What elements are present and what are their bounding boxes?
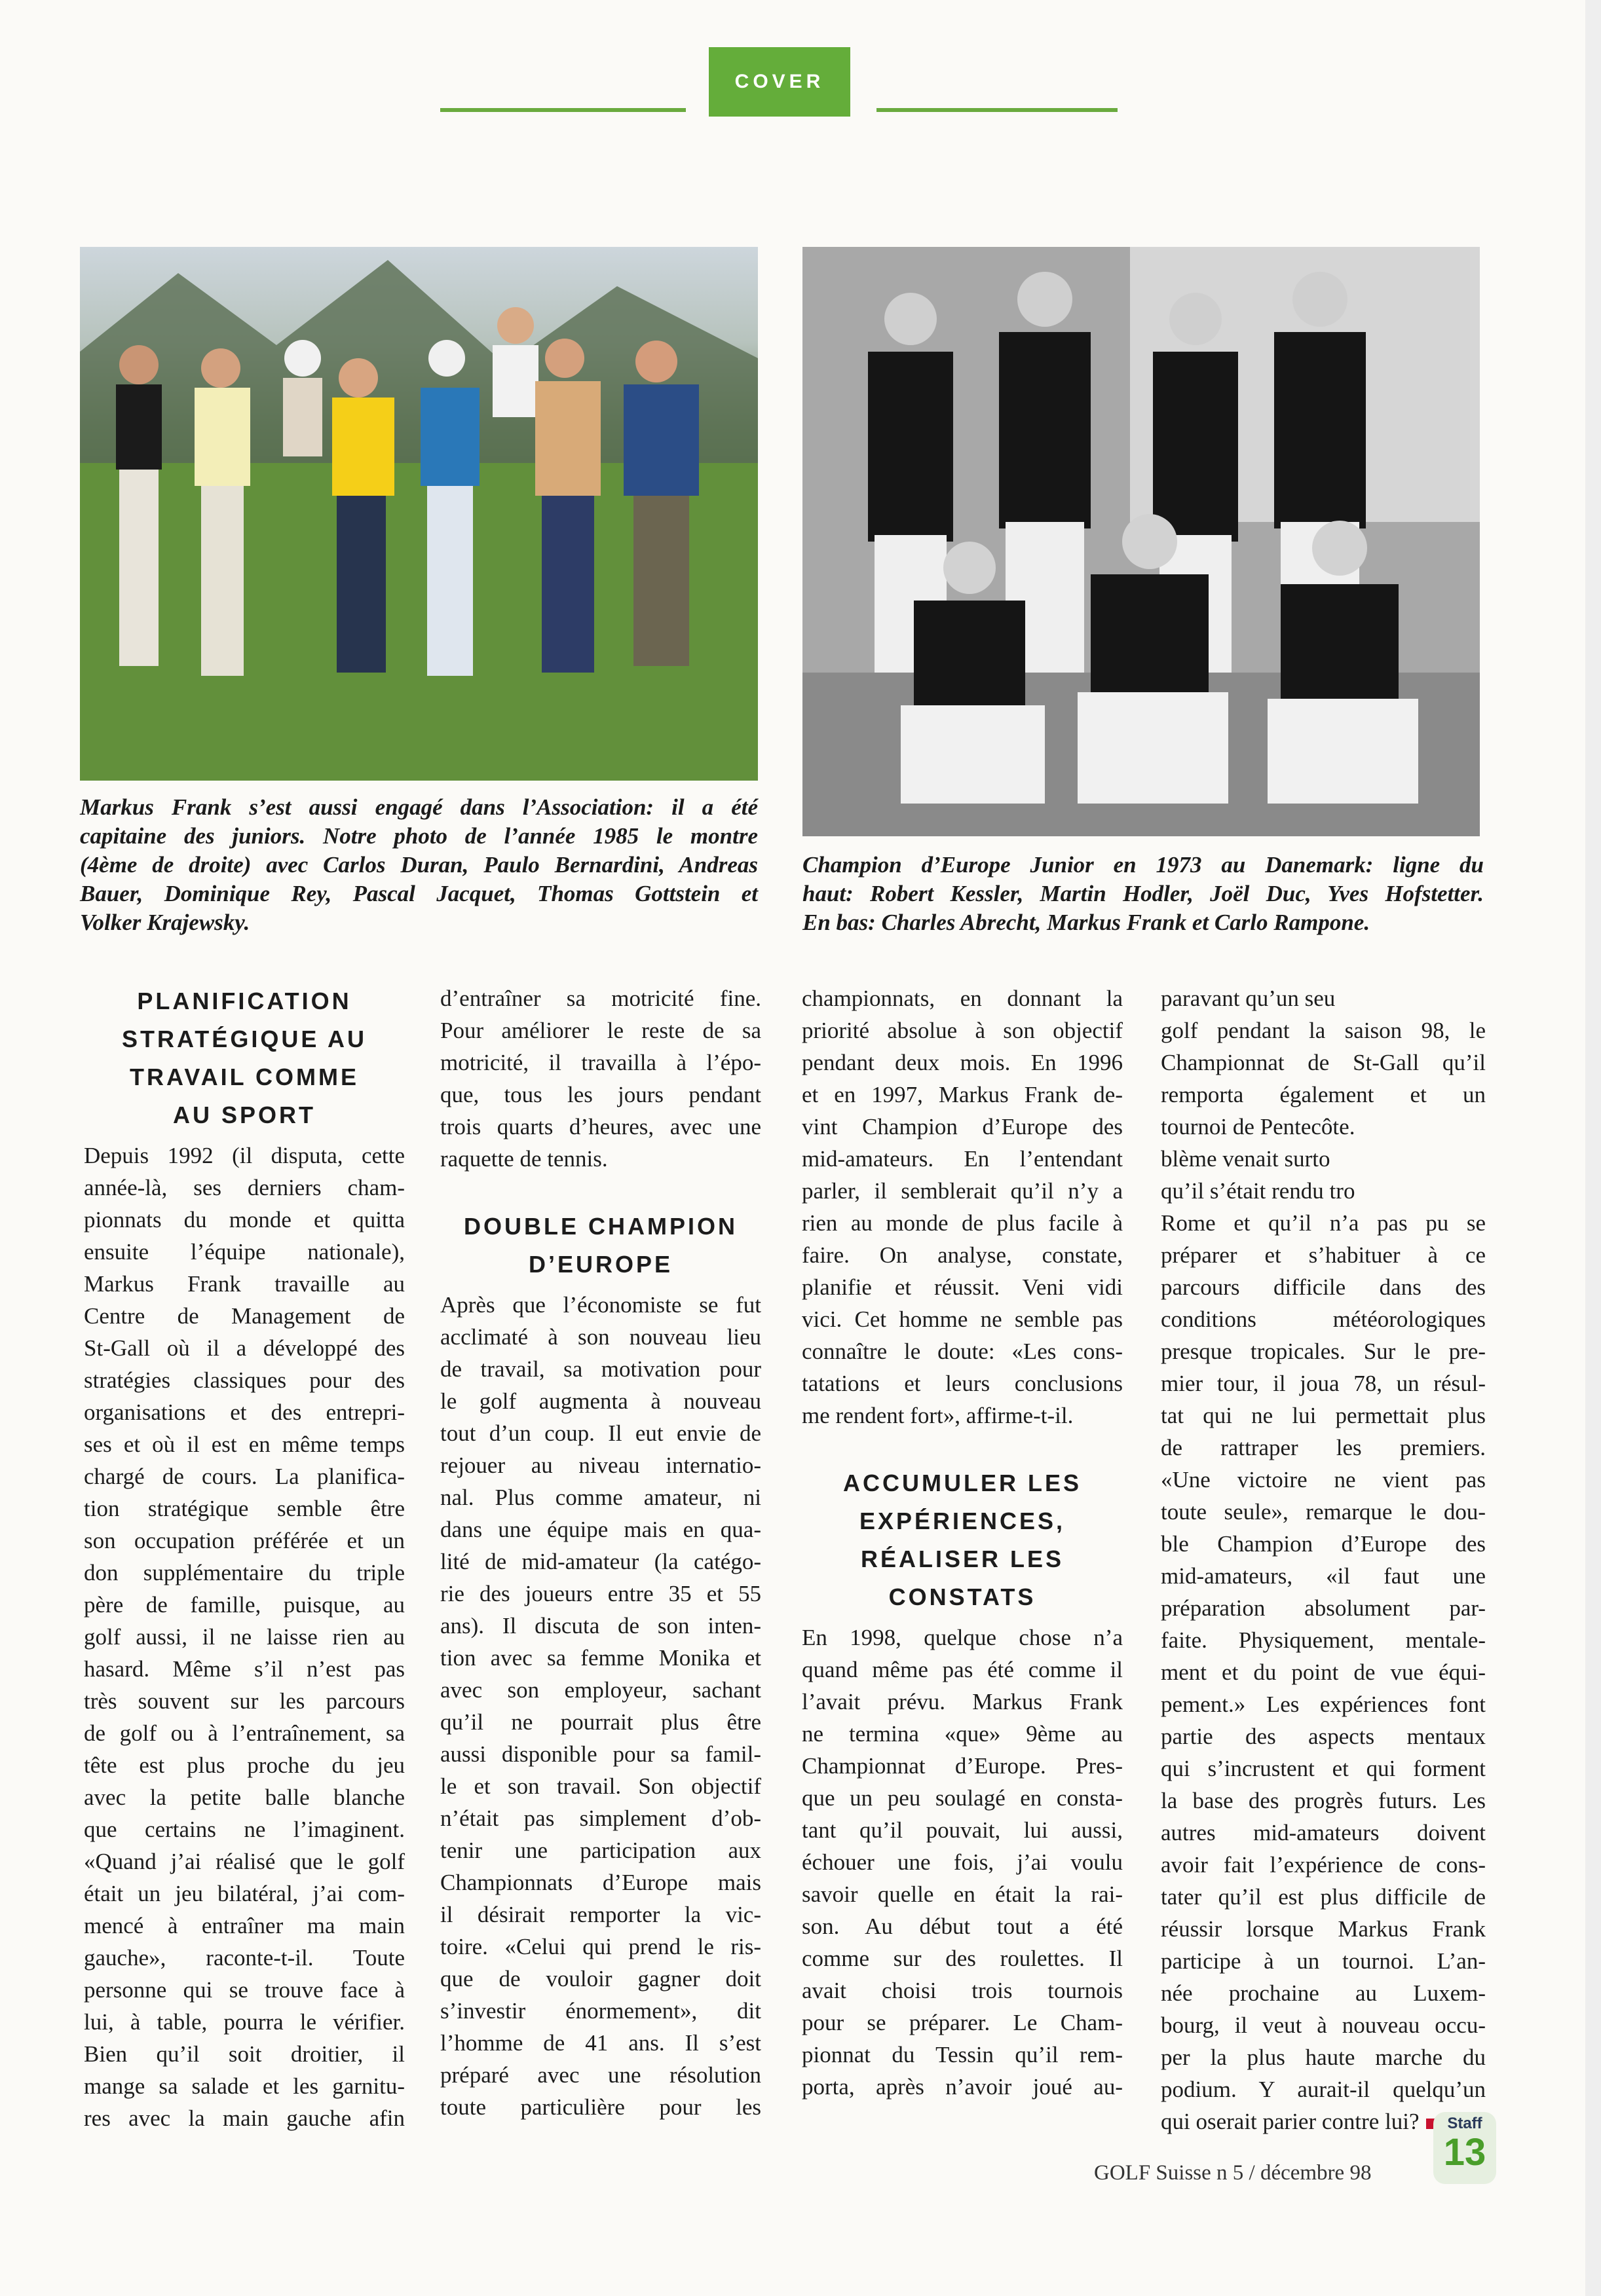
text-line: conditions météorologiques	[1161, 1306, 1486, 1332]
text-line: faire. On analyse, constate,	[802, 1242, 1123, 1268]
text-line: tion stratégique semble être	[84, 1496, 405, 1521]
text-line: Centre de Management de	[84, 1303, 405, 1329]
text-line: «Une victoire ne vient pas	[1161, 1467, 1486, 1492]
staff-logo: Staff	[1447, 2115, 1482, 2132]
paragraph	[440, 982, 761, 1175]
text-line: vici. Cet homme ne semble pas	[802, 1306, 1123, 1332]
text-line: son occupation préférée et un	[84, 1528, 405, 1553]
section-label: COVER	[709, 47, 850, 117]
text-line: l’avait prévu. Markus Frank	[802, 1689, 1123, 1714]
paragraph	[802, 1621, 1123, 2103]
caption-line: Markus Frank s’est aussi engagé dans l’Association: il a été	[80, 794, 758, 820]
text-line: toire. «Celui qui prend le ris-	[440, 1934, 761, 1959]
heading-line: EXPÉRIENCES,	[859, 1508, 1066, 1534]
text-line: parcours difficile dans des	[1161, 1274, 1486, 1300]
text-line: qu’il s’était rendu tro	[1161, 1178, 1355, 1204]
text-line: mid-amateurs, «il faut une	[1161, 1563, 1486, 1589]
text-line: avoir fait l’expérience de cons-	[1161, 1852, 1486, 1878]
text-line: qu’il ne pourrait plus être	[440, 1709, 761, 1735]
heading-line: RÉALISER LES	[860, 1546, 1064, 1572]
text-line: son. Au début tout a été	[802, 1914, 1123, 1939]
text-line: Championnats d’Europe mais	[440, 1870, 761, 1895]
text-line: priorité absolue à son objectif	[802, 1018, 1123, 1043]
text-line: chargé de cours. La planifica-	[84, 1464, 405, 1489]
heading-line: CONSTATS	[888, 1583, 1036, 1610]
text-line: per la plus haute marche du	[1161, 2045, 1486, 2070]
text-line: le golf augmenta à nouveau	[440, 1388, 761, 1414]
text-line: et en 1997, Markus Frank de-	[802, 1082, 1123, 1107]
text-line: Championnat d’Europe. Pres-	[802, 1753, 1123, 1779]
text-line: Pour améliorer le reste de sa	[440, 1018, 761, 1043]
text-line: paravant qu’un seu	[1161, 986, 1336, 1011]
article-column-4	[1161, 982, 1486, 2138]
caption-line: Bauer, Dominique Rey, Pascal Jacquet, Thomas Gottstein et	[80, 881, 758, 906]
text-line: savoir quelle en était la rai-	[802, 1881, 1123, 1907]
text-line: rien au monde de plus facile à	[802, 1210, 1123, 1236]
text-line: qui s’incrustent et qui forment	[1161, 1756, 1486, 1781]
photo-1985-figures	[80, 247, 758, 781]
text-line: préparé avec une résolution	[440, 2062, 761, 2088]
text-line: ble Champion d’Europe des	[1161, 1531, 1486, 1557]
text-line: préparation absolument par-	[1161, 1595, 1486, 1621]
text-line: raquette de tennis.	[440, 1146, 608, 1172]
text-line: avec son employeur, sachant	[440, 1677, 761, 1703]
text-line: rejouer au niveau internatio-	[440, 1453, 761, 1478]
text-line: vint Champion d’Europe des	[802, 1114, 1123, 1139]
text-line: pendant deux mois. En 1996	[802, 1050, 1123, 1075]
text-line: de rattraper les premiers.	[1161, 1435, 1486, 1460]
caption-line: Volker Krajewsky.	[80, 910, 250, 935]
paragraph	[84, 1139, 405, 2134]
text-line: lui, à table, pourra le vérifier.	[84, 2009, 405, 2035]
text-line: d’entraîner sa motricité fine.	[440, 986, 761, 1011]
text-line: Championnat de St-Gall qu’il	[1161, 1050, 1486, 1075]
article-column-2	[440, 982, 761, 2123]
text-line: préparer et s’habituer à ce	[1161, 1242, 1486, 1268]
text-line: réussir lorsque Markus Frank	[1161, 1916, 1486, 1942]
team-photo-1985	[80, 247, 758, 781]
text-line: tournoi de Pentecôte.	[1161, 1114, 1355, 1139]
text-line: pionnats du monde et quitta	[84, 1207, 405, 1232]
text-line: participe à un tournoi. L’an-	[1161, 1948, 1486, 1974]
text-line: podium. Y aurait-il quelqu’un	[1161, 2077, 1486, 2102]
text-line: échouer une fois, j’ai voulu	[802, 1849, 1123, 1875]
text-line: ensuite l’équipe nationale),	[84, 1239, 405, 1265]
text-line: était un jeu bilatéral, j’ai com-	[84, 1881, 405, 1906]
text-line: avait choisi trois tournois	[802, 1978, 1123, 2003]
text-line: planifie et réussit. Veni vidi	[802, 1274, 1123, 1300]
paragraph	[802, 982, 1123, 1432]
text-line: me rendent fort», affirme-t-il.	[802, 1403, 1074, 1428]
text-line: Depuis 1992 (il disputa, cette	[84, 1143, 405, 1168]
header-rule-right	[876, 108, 1118, 112]
team-photo-1973	[802, 247, 1480, 836]
page-number-badge	[1433, 2112, 1496, 2184]
heading-line: DOUBLE CHAMPION	[464, 1213, 738, 1240]
text-line: parler, il semblerait qu’il n’y a	[802, 1178, 1123, 1204]
text-line: tatations et leurs conclusions	[802, 1371, 1123, 1396]
text-line: res avec la main gauche afin	[84, 2105, 405, 2131]
text-line: comme sur des roulettes. Il	[802, 1946, 1123, 1971]
caption-line: capitaine des juniors. Notre photo de l’année 1985 le montre	[80, 823, 758, 849]
text-line: En 1998, quelque chose n’a	[802, 1625, 1123, 1650]
caption-line: Champion d’Europe Junior en 1973 au Danemark: ligne du	[802, 852, 1484, 878]
article-column-1	[84, 982, 405, 2134]
section-heading	[84, 982, 405, 1134]
text-line: tater qu’il est plus difficile de	[1161, 1884, 1486, 1910]
text-line: Rome et qu’il n’a pas pu se	[1161, 1210, 1486, 1236]
text-line: rie des joueurs entre 35 et 55	[440, 1581, 761, 1606]
text-line: la base des progrès futurs. Les	[1161, 1788, 1486, 1813]
text-line: «Quand j’ai réalisé que le golf	[84, 1849, 405, 1874]
text-line: bourg, il veut à nouveau occu-	[1161, 2012, 1486, 2038]
text-line: ans). Il discuta de son inten-	[440, 1613, 761, 1639]
text-line: tion avec sa femme Monika et	[440, 1645, 761, 1671]
text-line: St-Gall où il a développé des	[84, 1335, 405, 1361]
heading-line: D’EUROPE	[528, 1251, 673, 1278]
text-line: autres mid-amateurs doivent	[1161, 1820, 1486, 1845]
text-line: tenir une participation aux	[440, 1838, 761, 1863]
text-line: Bien qu’il soit droitier, il	[84, 2041, 405, 2067]
text-line: organisations et des entrepri-	[84, 1399, 405, 1425]
article-column-3	[802, 982, 1123, 2103]
text-line: remporta également et un	[1161, 1082, 1486, 1107]
text-line: née prochaine au Luxem-	[1161, 1980, 1486, 2006]
text-line: mid-amateurs. En l’entendant	[802, 1146, 1123, 1172]
text-line: motricité, il travailla à l’épo-	[440, 1050, 761, 1075]
text-line: tant qu’il pouvait, lui aussi,	[802, 1817, 1123, 1843]
text-line: mange sa salade et les garnitu-	[84, 2073, 405, 2099]
text-line: golf pendant la saison 98, le	[1161, 1018, 1486, 1043]
text-line: avec la petite balle blanche	[84, 1785, 405, 1810]
text-line: mier tour, il joua 78, un résul-	[1161, 1371, 1486, 1396]
heading-line: PLANIFICATION	[137, 988, 352, 1014]
text-line: championnats, en donnant la	[802, 986, 1123, 1011]
last-line-text: qui oserait parier contre lui?	[1161, 2109, 1420, 2134]
section-heading	[802, 1464, 1123, 1616]
caption-line: En bas: Charles Abrecht, Markus Frank et Carlo Rampone.	[802, 910, 1370, 935]
text-line: connaître le doute: «Les cons-	[802, 1339, 1123, 1364]
text-line: mencé à entraîner ma main	[84, 1913, 405, 1938]
text-line: trois quarts d’heures, avec une	[440, 1114, 761, 1139]
text-line: le et son travail. Son objectif	[440, 1773, 761, 1799]
text-line: quand même pas été comme il	[802, 1657, 1123, 1682]
text-line: golf aussi, il ne laisse rien au	[84, 1624, 405, 1650]
text-line: que certains ne l’imaginent.	[84, 1817, 405, 1842]
text-line: gauche», raconte-t-il. Toute	[84, 1945, 405, 1971]
text-line: presque tropicales. Sur le pre-	[1161, 1339, 1486, 1364]
text-line: toute seule», remarque le dou-	[1161, 1499, 1486, 1525]
text-line: tête est plus proche du jeu	[84, 1752, 405, 1778]
magazine-footer: GOLF Suisse n 5 / décembre 98	[1094, 2161, 1372, 2185]
text-line: partie des aspects mentaux	[1161, 1724, 1486, 1749]
text-line: s’investir énormement», dit	[440, 1998, 761, 2024]
text-line: l’homme de 41 ans. Il s’est	[440, 2030, 761, 2056]
heading-line: AU SPORT	[172, 1102, 316, 1128]
section-heading	[440, 1208, 761, 1284]
photo-1973-figures	[802, 247, 1480, 836]
text-line: faite. Physiquement, mentale-	[1161, 1627, 1486, 1653]
text-line: tout d’un coup. Il eut envie de	[440, 1420, 761, 1446]
text-line: il désirait remporter la vic-	[440, 1902, 761, 1927]
page-number: 13	[1443, 2131, 1486, 2174]
text-line: tat qui ne lui permettait plus	[1161, 1403, 1486, 1428]
text-line: toute particulière pour les	[440, 2094, 761, 2120]
caption-line: (4ème de droite) avec Carlos Duran, Paulo Bernardini, Andreas	[80, 852, 758, 878]
heading-line: STRATÉGIQUE AU	[121, 1026, 367, 1052]
text-line: stratégies classiques pour des	[84, 1367, 405, 1393]
caption-line: haut: Robert Kessler, Martin Hodler, Joël Duc, Yves Hofstetter.	[802, 881, 1484, 906]
text-line: que de vouloir gagner doit	[440, 1966, 761, 1991]
text-line: dans une équipe mais en qua-	[440, 1517, 761, 1542]
photo-1973-caption	[802, 851, 1484, 937]
text-line: année-là, ses derniers cham-	[84, 1175, 405, 1200]
text-line: ne termina «que» 9ème au	[802, 1721, 1123, 1747]
photo-1985-caption	[80, 793, 758, 937]
text-line: aussi disponible pour sa famil-	[440, 1741, 761, 1767]
text-line: personne qui se trouve face à	[84, 1977, 405, 2003]
paragraph	[1161, 982, 1486, 2138]
text-line: que un peu soulagé en consta-	[802, 1785, 1123, 1811]
text-line: père de famille, puisque, au	[84, 1592, 405, 1618]
text-line: n’était pas simplement d’ob-	[440, 1805, 761, 1831]
text-line: que, tous les jours pendant	[440, 1082, 761, 1107]
text-line: hasard. Même s’il n’est pas	[84, 1656, 405, 1682]
text-line: don supplémentaire du triple	[84, 1560, 405, 1585]
text-line: nal. Plus comme amateur, ni	[440, 1485, 761, 1510]
header-rule-left	[440, 108, 686, 112]
text-line: très souvent sur les parcours	[84, 1688, 405, 1714]
text-line: ses et où il est en même temps	[84, 1432, 405, 1457]
text-line: lité de mid-amateur (la catégo-	[440, 1549, 761, 1574]
text-line: pour se préparer. Le Cham-	[802, 2010, 1123, 2035]
text-line: Markus Frank travaille au	[84, 1271, 405, 1297]
text-line: de travail, sa motivation pour	[440, 1356, 761, 1382]
text-line: pement.» Les expériences font	[1161, 1692, 1486, 1717]
text-line: de golf ou à l’entraînement, sa	[84, 1720, 405, 1746]
page-edge	[1585, 0, 1601, 2296]
text-line: acclimaté à son nouveau lieu	[440, 1324, 761, 1350]
heading-line: ACCUMULER LES	[843, 1470, 1082, 1496]
text-line: ment et du point de vue équi-	[1161, 1659, 1486, 1685]
paragraph	[440, 1289, 761, 2123]
text-line: Après que l’économiste se fut	[440, 1292, 761, 1318]
text-line: porta, après n’avoir joué au-	[802, 2074, 1123, 2100]
text-line: pionnat du Tessin qu’il rem-	[802, 2042, 1123, 2067]
text-line: blème venait surto	[1161, 1146, 1330, 1172]
heading-line: TRAVAIL COMME	[130, 1064, 359, 1090]
